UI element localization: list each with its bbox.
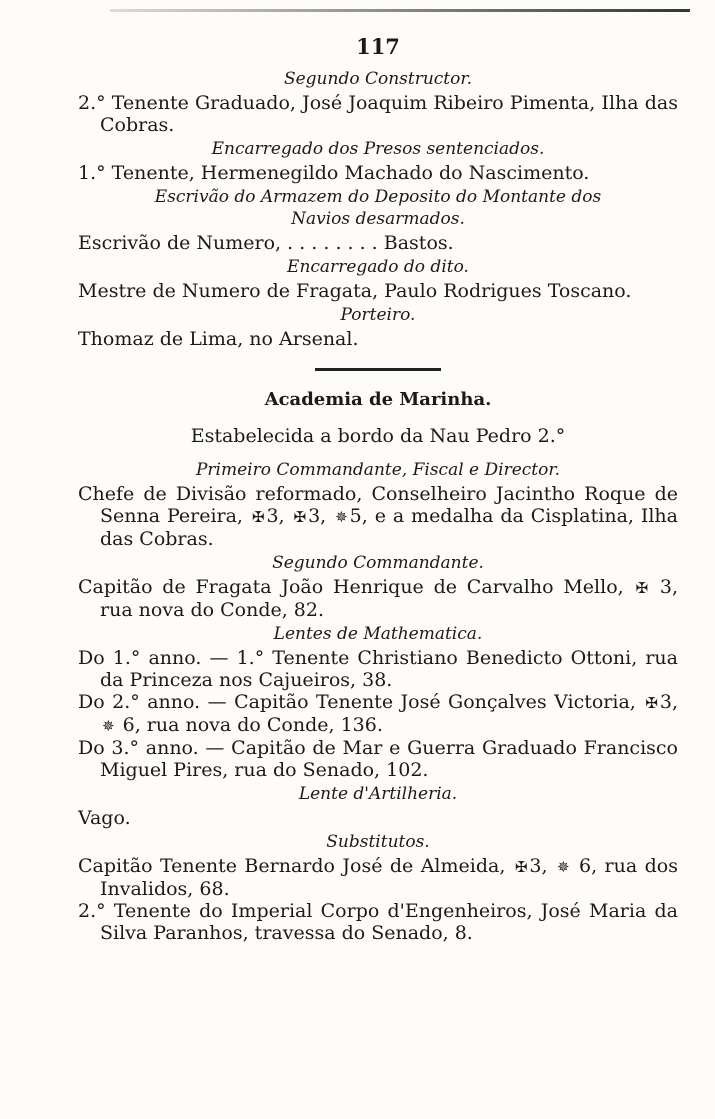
lente2-text-b: 6, rua nova do Conde, 136. [122, 714, 383, 736]
substituto1-text-a: Capitão Tenente Bernardo José de Almeida, [78, 855, 506, 877]
entry-encarregado-dito: Mestre de Numero de Fragata, Paulo Rodrigues Toscano. [78, 280, 632, 302]
top-rule [110, 9, 690, 12]
heading-presos: Encarregado dos Presos sentenciados. [211, 139, 545, 159]
entry-substituto-1 [78, 855, 678, 900]
primeiro-n3: 5, [349, 505, 368, 527]
substituto1-n1: 3, [529, 855, 548, 877]
heading-escrivao-line2: Navios desarmados. [291, 209, 465, 229]
primeiro-text-a: Chefe de Divisão reformado, Conselheiro Jacintho Roque de Senna Pereira, [78, 483, 678, 527]
order-cross-icon: ✠ [645, 694, 658, 712]
heading-escrivao-armazem [78, 186, 678, 230]
heading-substitutos: Substitutos. [326, 832, 430, 852]
heading-porteiro: Porteiro. [340, 305, 416, 325]
heading-encarregado-dito: Encarregado do dito. [287, 257, 469, 277]
entry-substituto-2: 2.° Tenente do Imperial Corpo d'Engenheiros, José Maria da Silva Paranhos, travessa do Senado, 8. [78, 900, 678, 944]
page-number: 117 [356, 34, 400, 59]
entry-lente-2-anno [78, 691, 678, 737]
heading-segundo-constructor: Segundo Constructor. [283, 69, 473, 89]
segundo-text-b: 3, rua nova do Conde, 82. [100, 576, 678, 621]
lente2-text-a: Do 2.° anno. — Capitão Tenente José Gonçalves Victoria, [78, 691, 636, 713]
heading-primeiro-commandante: Primeiro Commandante, Fiscal e Director. [195, 460, 561, 480]
order-cross-icon: ✠ [514, 858, 528, 876]
heading-escrivao-line1: Escrivão do Armazem do Deposito do Montante dos [154, 187, 602, 207]
heading-lentes-mathematica: Lentes de Mathematica. [273, 624, 483, 644]
entry-escrivao: Escrivão de Numero, . . . . . . . . Bastos. [78, 232, 454, 254]
academia-title: Academia de Marinha. [264, 389, 492, 410]
entry-porteiro: Thomaz de Lima, no Arsenal. [78, 328, 359, 350]
entry-segundo-constructor: 2.° Tenente Graduado, José Joaquim Ribeiro Pimenta, Ilha das Cobras. [78, 92, 678, 136]
entry-presos: 1.° Tenente, Hermenegildo Machado do Nascimento. [78, 162, 590, 184]
order-star-icon: ✵ [102, 717, 115, 735]
academia-subtitle: Estabelecida a bordo da Nau Pedro 2.° [190, 425, 566, 447]
entry-lente-3-anno: Do 3.° anno. — Capitão de Mar e Guerra Graduado Francisco Miguel Pires, rua do Senado, 102. [78, 737, 678, 781]
entry-lente-1-anno: Do 1.° anno. — 1.° Tenente Christiano Benedicto Ottoni, rua da Princeza nos Cajueiros, 38. [78, 647, 678, 691]
segundo-text-a: Capitão de Fragata João Henrique de Carvalho Mello, [78, 576, 624, 598]
section-divider [315, 368, 441, 371]
substituto1-text-b: 6, rua dos Invalidos, 68. [100, 855, 678, 900]
primeiro-text-b: e a medalha da Cisplatina, Ilha das Cobras. [100, 505, 678, 550]
entry-primeiro-commandante [78, 483, 678, 550]
heading-lente-artilheria: Lente d'Artilheria. [298, 784, 458, 804]
heading-segundo-commandante: Segundo Commandante. [272, 553, 484, 573]
order-cross-icon: ✠ [251, 508, 265, 526]
document-page [78, 36, 678, 944]
entry-segundo-commandante [78, 576, 678, 621]
order-star-icon: ✵ [335, 508, 348, 526]
order-cross-icon: ✠ [293, 508, 307, 526]
primeiro-n2: 3, [308, 505, 327, 527]
order-cross-icon: ✠ [635, 579, 649, 597]
entry-artilheria: Vago. [78, 807, 131, 829]
order-star-icon: ✵ [556, 858, 570, 876]
lente2-n1: 3, [659, 691, 678, 713]
primeiro-n1: 3, [266, 505, 285, 527]
